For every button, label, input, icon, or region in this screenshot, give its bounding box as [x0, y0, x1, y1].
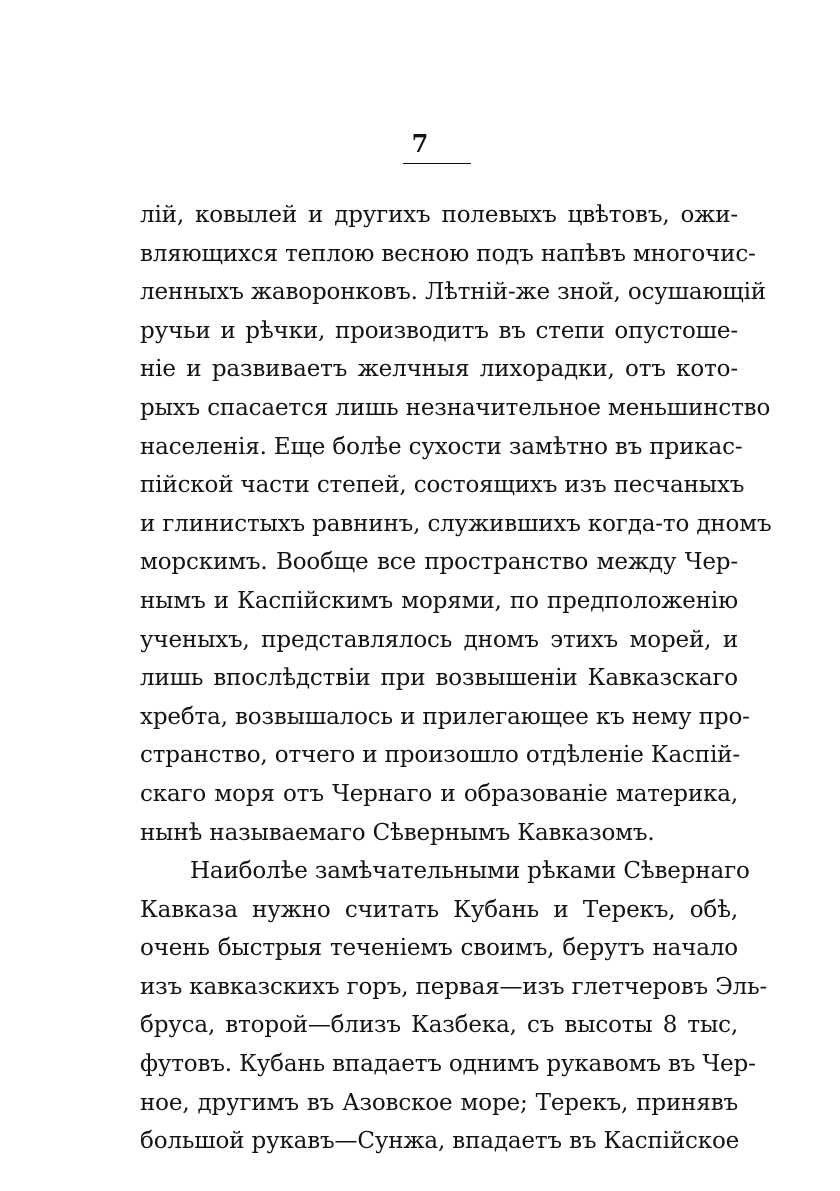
- text-line-12: ученыхъ, представлялось дномъ этихъ морей, и: [140, 626, 738, 653]
- text-line-16: скаго моря отъ Чернаго и образованіе материка,: [140, 780, 738, 807]
- text-line-13: лишь впослѣдствіи при возвышеніи Кавказскаго: [140, 665, 738, 692]
- text-line-23: футовъ. Кубань впадаетъ однимъ рукавомъ въ Чер-: [140, 1051, 756, 1078]
- text-line-1: лій, ковылей и другихъ полевыхъ цвѣтовъ, ожи-: [140, 202, 738, 228]
- text-line-7: населенія. Еще болѣе сухости замѣтно въ прикас-: [140, 433, 743, 460]
- text-line-17: нынѣ называемаго Сѣвернымъ Кавказомъ.: [140, 819, 655, 846]
- text-line-3: ленныхъ жаворонковъ. Лѣтній-же зной, осушающій: [140, 279, 766, 306]
- text-line-21: изъ кавказскихъ горъ, первая—изъ глетчеровъ Эль-: [140, 973, 768, 1000]
- text-line-8: пійской части степей, состоящихъ изъ песчаныхъ: [140, 472, 745, 499]
- page-number: 7: [411, 129, 429, 158]
- text-line-20: очень быстрыя теченіемъ своимъ, берутъ начало: [140, 935, 738, 962]
- text-line-22: бруса, второй—близъ Казбека, съ высоты 8 тыс,: [140, 1012, 738, 1039]
- text-line-18: Наиболѣе замѣчательными рѣками Сѣвернаго: [190, 858, 750, 885]
- text-line-24: ное, другимъ въ Азовское море; Терекъ, принявъ: [140, 1089, 738, 1116]
- text-line-19: Кавказа нужно считать Кубань и Терекъ, обѣ,: [140, 896, 738, 923]
- text-line-15: странство, отчего и произошло отдѣленіе Каспій-: [140, 742, 740, 769]
- text-line-14: хребта, возвышалось и прилегающее къ нему про-: [140, 703, 750, 730]
- page-number-rule: [403, 163, 471, 164]
- text-line-9: и глинистыхъ равнинъ, служившихъ когда-то дномъ: [140, 510, 772, 537]
- text-line-4: ручьи и рѣчки, производитъ въ степи опустоше-: [140, 317, 738, 344]
- body-text: [140, 196, 772, 1161]
- text-line-25: большой рукавъ—Сунжа, впадаетъ въ Каспійское: [140, 1128, 740, 1155]
- text-line-10: морскимъ. Вообще все пространство между Чер-: [140, 549, 738, 576]
- text-line-6: рыхъ спасается лишь незначительное меньшинство: [140, 394, 771, 421]
- text-line-2: вляющихся теплою весною подъ напѣвъ многочис-: [140, 240, 756, 267]
- text-line-5: ніе и развиваетъ желчныя лихорадки, отъ кото-: [140, 356, 738, 383]
- text-line-11: нымъ и Каспійскимъ морями, по предположенію: [140, 587, 738, 614]
